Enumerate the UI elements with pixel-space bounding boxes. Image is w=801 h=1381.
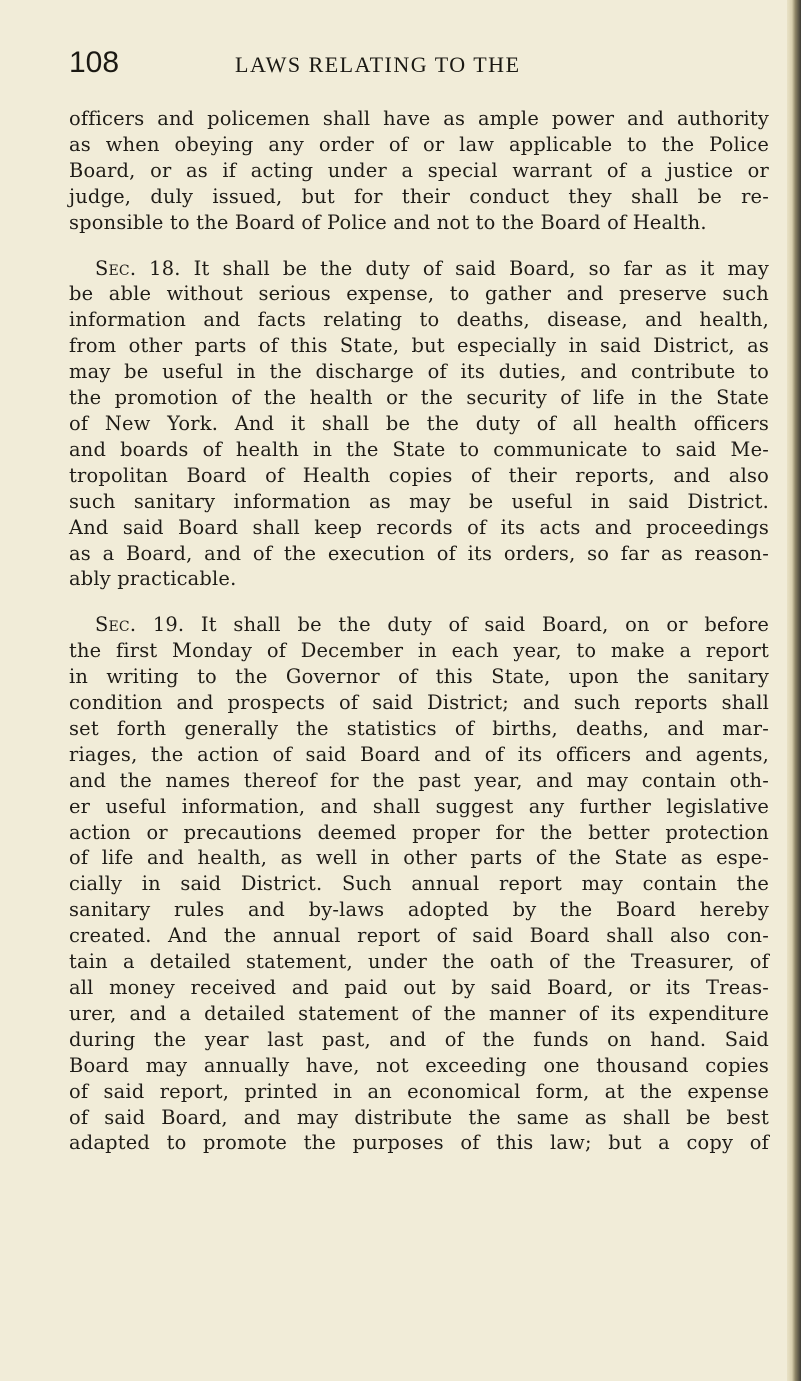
page-number: 108 (69, 46, 120, 79)
text-line: ably practicable. (69, 567, 237, 591)
text-line: be able without serious expense, to gather and preserve such (69, 282, 769, 306)
text-line: judge, duly issued, but for their conduct they shall be re- (69, 184, 769, 208)
page-edge-shadow (787, 0, 801, 1381)
text-line: the promotion of the health or the security of life in the State (69, 386, 769, 410)
text-line: created. And the annual report of said Board shall also con- (69, 924, 769, 948)
text-line: It shall be the duty of said Board, on or before (200, 613, 770, 637)
text-line: Board may annually have, not exceeding one thousand copies (69, 1053, 769, 1077)
book-page (69, 0, 769, 1156)
text-line: and the names thereof for the past year, and may contain oth- (69, 768, 769, 792)
body-text (69, 106, 769, 1156)
text-line: as a Board, and of the execution of its orders, so far as reason- (69, 541, 769, 565)
text-line: And said Board shall keep records of its acts and proceedings (69, 515, 769, 539)
text-line: of said Board, and may distribute the same as shall be best (69, 1105, 769, 1129)
text-line: information and facts relating to deaths, disease, and health, (69, 308, 769, 332)
text-line: may be useful in the discharge of its duties, and contribute to (69, 360, 769, 384)
text-line: the first Monday of December in each year, to make a report (69, 639, 769, 663)
text-line: set forth generally the statistics of births, deaths, and mar- (69, 716, 769, 740)
text-line: of said report, printed in an economical form, at the expense (69, 1079, 769, 1103)
text-line: of life and health, as well in other parts of the State as espe- (69, 846, 769, 870)
text-line: sanitary rules and by-laws adopted by the Board hereby (69, 898, 769, 922)
text-line: and boards of health in the State to communicate to said Me- (69, 437, 769, 461)
running-head (69, 46, 769, 86)
text-line: of New York. And it shall be the duty of all health officers (69, 411, 769, 435)
text-line: adapted to promote the purposes of this law; but a copy of (69, 1131, 769, 1155)
text-line: as when obeying any order of or law applicable to the Police (69, 132, 769, 156)
text-line: urer, and a detailed statement of the manner of its expenditure (69, 1001, 769, 1025)
text-line: action or precautions deemed proper for the better protection (69, 820, 769, 844)
text-line: during the year last past, and of the funds on hand. Said (69, 1027, 769, 1051)
text-line: tain a detailed statement, under the oath of the Treasurer, of (69, 950, 769, 974)
section-label: Sec. 19. (95, 613, 185, 637)
text-line: It shall be the duty of said Board, so far as it may (193, 256, 769, 280)
text-line: tropolitan Board of Health copies of their reports, and also (69, 463, 769, 487)
section-19 (69, 612, 769, 1156)
text-line: er useful information, and shall suggest any further legislative (69, 794, 769, 818)
text-line: in writing to the Governor of this State, upon the sanitary (69, 665, 769, 689)
text-line: condition and prospects of said District; and such reports shall (69, 691, 769, 715)
section-label: Sec. 18. (95, 256, 181, 280)
text-line-first (69, 612, 769, 638)
paragraph-continuation (69, 106, 769, 236)
text-line-first (69, 256, 769, 282)
text-line: such sanitary information as may be useful in said District. (69, 489, 769, 513)
text-line: riages, the action of said Board and of its officers and agents, (69, 742, 769, 766)
running-title: LAWS RELATING TO THE (235, 52, 521, 77)
text-line: sponsible to the Board of Police and not to the Board of Health. (69, 210, 707, 234)
text-line: cially in said District. Such annual report may contain the (69, 872, 769, 896)
text-line: all money received and paid out by said Board, or its Treas- (69, 976, 769, 999)
text-line: from other parts of this State, but especially in said District, as (69, 334, 769, 358)
text-line: officers and policemen shall have as ample power and authority (69, 107, 769, 130)
section-18 (69, 256, 769, 593)
text-line: Board, or as if acting under a special warrant of a justice or (69, 158, 769, 182)
